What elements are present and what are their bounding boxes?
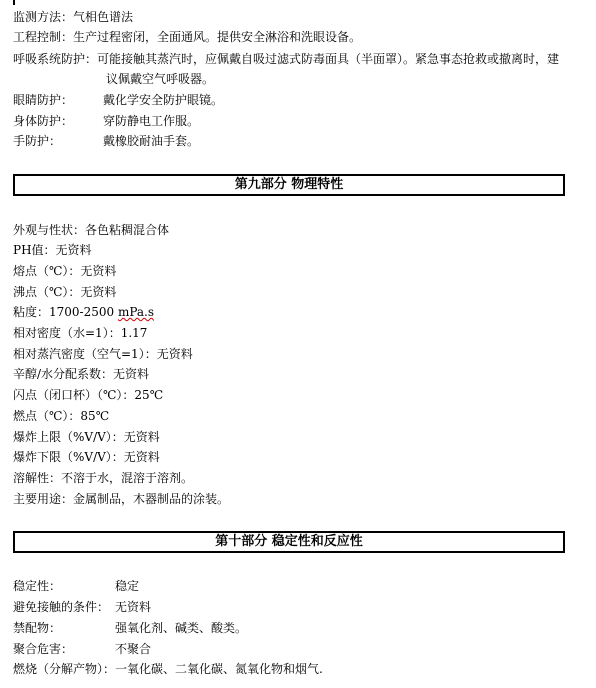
property-viscosity: [13, 304, 154, 320]
body-protection-label: 身体防护：: [13, 114, 74, 128]
avoid-conditions-value: 无资料: [115, 600, 152, 614]
property-vapor-density: 相对蒸汽密度（空气=1）：无资料: [13, 347, 193, 361]
eye-protection-value: 戴化学安全防护眼镜。: [103, 93, 224, 107]
page-edge-mark: [13, 0, 15, 5]
property-ignition-point: 燃点（℃）：85℃: [13, 409, 110, 423]
stability-value: 稳定: [115, 579, 140, 593]
polymerization-value: 不聚合: [115, 642, 152, 656]
property-partition-coefficient: 辛醇/水分配系数：无资料: [13, 367, 150, 381]
property-relative-density: 相对密度（水=1）：1.17: [13, 326, 148, 340]
property-solubility: 溶解性：不溶于水，混溶于溶剂。: [13, 471, 194, 485]
section9-header: 第九部分 物理特性: [13, 174, 565, 196]
respiratory-protection-line-2: 议佩戴空气呼吸器。: [106, 72, 215, 86]
incompatible-value: 强氧化剂、碱类、酸类。: [115, 621, 248, 635]
hand-protection-value: 戴橡胶耐油手套。: [103, 134, 200, 148]
section10-header: 第十部分 稳定性和反应性: [13, 531, 565, 553]
viscosity-unit: mPa.s: [117, 305, 154, 319]
property-lower-explosive-limit: 爆炸下限（%V/V）：无资料: [13, 450, 160, 464]
property-flash-point: 闪点（闭口杯）（℃）：25℃: [13, 388, 164, 402]
body-protection-value: 穿防静电工作服。: [103, 114, 200, 128]
respiratory-protection-line: 呼吸系统防护：可能接触其蒸汽时，应佩戴自吸过滤式防毒面具（半面罩）。紧急事态抢救或撤离时，建: [13, 52, 560, 66]
combustion-products: 燃烧（分解产物）：一氧化碳、二氧化碳、氮氧化物和烟气.: [13, 662, 323, 676]
property-main-use: 主要用途：金属制品，木器制品的涂装。: [13, 492, 230, 506]
eye-protection-label: 眼睛防护：: [13, 93, 74, 107]
incompatible-label: 禁配物：: [13, 621, 62, 635]
engineering-control-line: 工程控制：生产过程密闭，全面通风。提供安全淋浴和洗眼设备。: [13, 30, 362, 44]
property-appearance: 外观与性状：各色粘稠混合体: [13, 223, 170, 237]
property-upper-explosive-limit: 爆炸上限（%V/V）：无资料: [13, 430, 160, 444]
viscosity-text: 粘度：1700-2500: [13, 305, 118, 319]
hand-protection-label: 手防护：: [13, 134, 62, 148]
avoid-conditions-label: 避免接触的条件：: [13, 600, 110, 614]
property-boiling-point: 沸点（℃）：无资料: [13, 285, 117, 299]
property-ph: PH值：无资料: [13, 243, 92, 257]
property-melting-point: 熔点（℃）：无资料: [13, 264, 117, 278]
stability-label: 稳定性：: [13, 579, 62, 593]
monitor-method-line: 监测方法：气相色谱法: [13, 10, 134, 24]
polymerization-label: 聚合危害：: [13, 642, 74, 656]
